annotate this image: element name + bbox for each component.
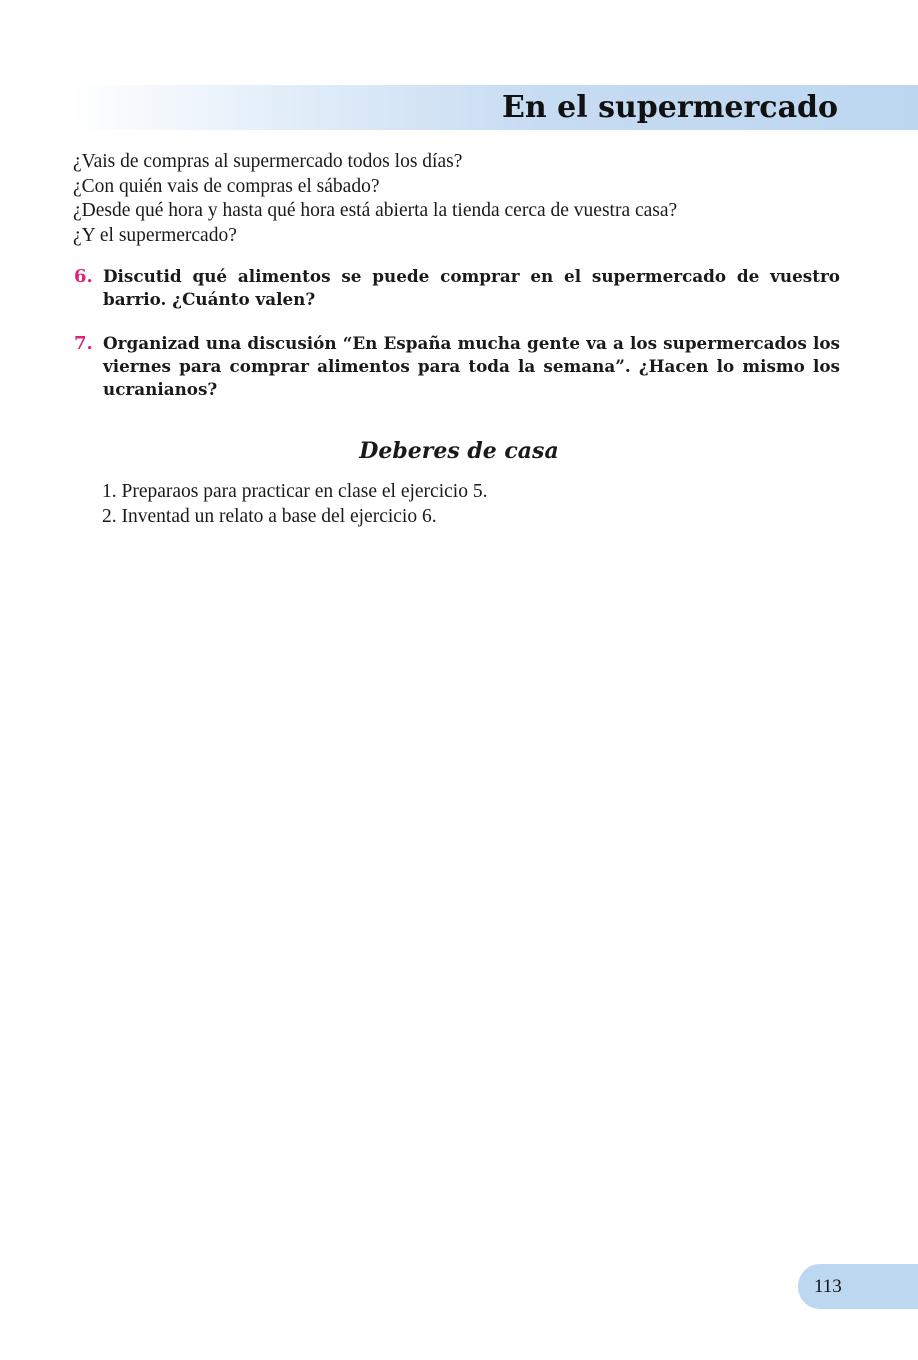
homework-title: Deberes de casa [359,438,559,464]
homework-list [102,480,842,529]
exercise-6 [74,265,840,311]
homework-item: 2. Inventad un relato a base del ejercicio 6. [102,505,437,527]
intro-question: ¿Con quién vais de compras el sábado? [73,175,380,197]
exercise-text: Discutid qué alimentos se puede comprar en el supermercado de vuestro barrio. ¿Cuánto valen? [103,266,840,309]
intro-question: ¿Desde qué hora y hasta qué hora está abierta la tienda cerca de vuestra casa? [73,200,678,221]
page-number: 113 [814,1276,842,1297]
exercise-number: 6. [74,266,93,287]
homework-item: 1. Preparaos para practicar en clase el ejercicio 5. [102,481,488,502]
exercise-number: 7. [74,333,93,354]
intro-question: ¿Y el supermercado? [73,224,237,246]
intro-question: ¿Vais de compras al supermercado todos los días? [73,151,463,172]
exercise-7 [74,332,840,401]
intro-questions [73,150,853,248]
page-title: En el supermercado [502,90,838,125]
exercise-text: Organizad una discusión “En España mucha gente va a los supermercados los viernes para comprar alimentos para toda la semana”. ¿Hacen lo mismo los ucranianos? [103,333,840,399]
